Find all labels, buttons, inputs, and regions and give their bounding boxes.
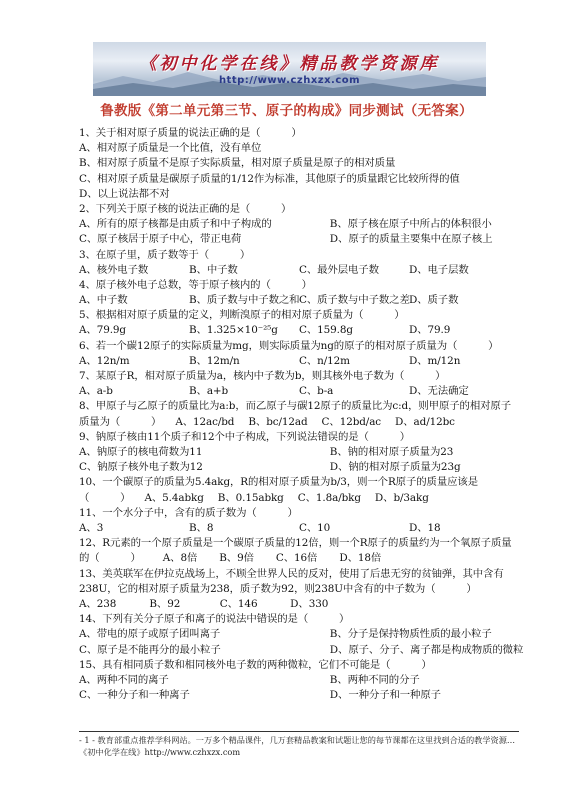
header-banner <box>93 42 486 96</box>
question-stem: 6、若一个碳12原子的实际质量为mg，则实际质量为ng的原子的相对原子质量为（ ） <box>79 339 499 352</box>
answer-option: D、原子、分子、离子都是构成物质的微粒 <box>329 643 524 656</box>
answer-option: A、a-b <box>79 385 113 398</box>
banner-title: 《初中化学在线》精品教学资源库 <box>139 54 440 74</box>
answer-option: D、原子的质量主要集中在原子核上 <box>329 233 493 246</box>
answer-option: A、79.9g <box>79 324 126 337</box>
answer-options <box>79 673 519 688</box>
answer-option: D、b/3akg <box>374 491 429 504</box>
answer-options <box>79 354 519 369</box>
answer-option: B、中子数 <box>189 263 238 276</box>
answer-option: D、以上说法都不对 <box>79 187 170 200</box>
answer-option: B、0.15abkg <box>217 491 284 504</box>
answer-option: A、带电的原子或原子团叫离子 <box>79 628 221 641</box>
answer-option: C、1.8a/bkg <box>297 491 361 504</box>
answer-option: A、8倍 <box>162 552 198 565</box>
answer-option: D、一种分子和一种原子 <box>329 689 441 702</box>
question-stem: 15、具有相同质子数和相同核外电子数的两种微粒，它们不可能是（ ） <box>79 658 432 671</box>
question-stem <box>79 399 519 429</box>
answer-option: B、分子是保持物质性质的最小粒子 <box>329 628 492 641</box>
question-block <box>79 658 519 704</box>
answer-options <box>79 384 519 399</box>
answer-option: A、所有的原子核都是由质子和中子构成的 <box>79 218 272 231</box>
answer-option: C、质子数与中子数之差 <box>299 294 410 307</box>
answer-option: C、钠原子核外电子数为12 <box>79 461 203 474</box>
answer-option: D、无法确定 <box>409 385 469 398</box>
answer-option: B、1.325×10⁻²⁵g <box>189 324 278 337</box>
question-stem: 13、美英联军在伊拉克战场上，不顾全世界人民的反对，使用了后患无穷的贫铀弹，其中含有238U，它的相对原子质量为238，质子数为92，则238U中含有的中子数为（ ） <box>79 567 504 595</box>
question-stem: 9、钠原子核由11个质子和12个中子构成，下列说法错误的是（ ） <box>79 430 410 443</box>
answer-option: B、bc/12ad <box>248 415 308 428</box>
answer-option: C、原子核居于原子中心，带正电荷 <box>79 233 242 246</box>
answer-options <box>79 232 519 247</box>
question-stem <box>79 475 519 505</box>
answer-options <box>79 445 519 460</box>
answer-option: C、n/12m <box>299 354 350 367</box>
answer-option: A、12n/m <box>79 354 130 367</box>
answer-option: C、159.8g <box>299 324 353 337</box>
answer-option: D、ad/12bc <box>395 415 455 428</box>
answer-option: B、92 <box>149 597 181 610</box>
question-block <box>79 475 519 505</box>
answer-option: A、两种不同的离子 <box>79 673 169 686</box>
answer-option: C、16倍 <box>275 552 318 565</box>
question-block <box>79 126 519 202</box>
question-block <box>79 399 519 429</box>
answer-option: A、12ac/bd <box>175 415 235 428</box>
question-stem: 7、某原子R，相对原子质量为a，核内中子数为b，则其核外电子数为（ ） <box>79 370 446 382</box>
document-title: 鲁教版《第二单元第三节、原子的构成》同步测试（无答案） <box>100 103 473 119</box>
question-stem <box>79 536 519 566</box>
question-stem: 1、关于相对原子质量的说法正确的是（ ） <box>79 127 302 139</box>
answer-option: D、质子数 <box>409 294 459 307</box>
answer-option: B、相对原子质量不是原子实际质量，相对原子质量是原子的相对质量 <box>79 157 396 170</box>
answer-options <box>79 597 519 612</box>
question-stem: 2、下列关于原子核的说法正确的是（ ） <box>79 202 292 215</box>
answer-option: B、a+b <box>189 385 229 398</box>
question-stem: 3、在原子里，质子数等于（ ） <box>79 248 251 261</box>
question-block <box>79 612 524 658</box>
question-block <box>79 567 519 613</box>
answer-option: D、电子层数 <box>409 263 469 276</box>
question-stem: 11、一个水分子中，含有的质子数为（ ） <box>79 506 298 519</box>
answer-option: D、钠的相对原子质量为23g <box>329 461 461 474</box>
answer-option: D、330 <box>290 597 329 610</box>
question-block <box>79 536 519 566</box>
answer-option: D、79.9 <box>409 324 451 337</box>
answer-options <box>79 263 519 278</box>
question-list <box>79 126 524 703</box>
answer-option: B、9倍 <box>219 552 254 565</box>
answer-option: C、一种分子和一种离子 <box>79 689 190 702</box>
answer-options <box>79 688 519 703</box>
question-block <box>79 308 519 338</box>
answer-option: A、5.4abkg <box>144 491 204 504</box>
banner-url-link[interactable]: http://www.czhxzx.com <box>218 75 361 86</box>
answer-option: B、原子核在原子中所占的体积很小 <box>329 218 492 231</box>
answer-option: B、12m/n <box>189 354 240 367</box>
answer-option: A、核外电子数 <box>79 263 149 276</box>
answer-option: B、8 <box>189 521 214 534</box>
answer-option: C、12bd/ac <box>321 415 382 428</box>
question-block <box>79 202 519 248</box>
answer-option: B、钠的相对原子质量为23 <box>329 445 454 458</box>
answer-option: C、相对原子质量是碳原子质量的1/12作为标准，其他原子的质量跟它比较所得的值 <box>79 172 460 185</box>
answer-option: C、最外层电子数 <box>299 263 379 276</box>
page-footer: - 1 - 教育部重点推荐学科网站。一万多个精品课件，几万套精品教案和试题让您的每节课都在这里找到合适的教学资源…《初中化学在线》http://www.czhxzx.com <box>79 731 519 758</box>
answer-option: A、相对原子质量是一个比值，没有单位 <box>79 142 262 155</box>
answer-options <box>79 217 519 232</box>
question-stem: 4、原子核外电子总数，等于原子核内的（ ） <box>79 278 312 291</box>
answer-option: B、两种不同的分子 <box>329 673 420 686</box>
answer-option: C、b-a <box>299 385 334 398</box>
answer-option: A、钠原子的核电荷数为11 <box>79 445 203 458</box>
question-text: 12、R元素的一个原子质量是一个碳原子质量的12倍，则一个R原子的质量约为一个氧原子质量的（ ） <box>79 537 512 565</box>
question-block <box>79 430 519 476</box>
answer-option: A、3 <box>79 521 104 534</box>
question-text: 10、一个碳原子的质量为5.4akg，R的相对原子质量为b/3，则一个R原子的质量应该是（ ） <box>79 476 479 504</box>
answer-option: C、原子是不能再分的最小粒子 <box>79 643 221 656</box>
question-stem: 5、根据相对原子质量的定义，判断溴原子的相对原子质量为（ ） <box>79 309 405 322</box>
answer-options <box>79 521 519 536</box>
answer-option: A、238 <box>79 597 117 610</box>
question-block <box>79 339 519 369</box>
question-stem: 14、下列有关分子原子和离子的说法中错误的是（ ） <box>79 613 350 626</box>
answer-options <box>79 643 524 658</box>
question-text: 8、甲原子与乙原子的质量比为a:b，而乙原子与碳12原子的质量比为c:d，则甲原子的相对原子质量为（ ） <box>79 400 512 428</box>
answer-option: D、18 <box>409 521 441 534</box>
answer-option: C、10 <box>299 521 331 534</box>
answer-option: C、146 <box>219 597 258 610</box>
answer-option: A、中子数 <box>79 294 128 307</box>
answer-option: D、18倍 <box>339 552 382 565</box>
question-block <box>79 369 519 399</box>
answer-options <box>79 627 519 642</box>
answer-options <box>79 460 519 475</box>
question-block <box>79 506 519 536</box>
answer-options <box>79 323 519 338</box>
question-block <box>79 248 519 278</box>
answer-options <box>79 293 519 308</box>
question-block <box>79 278 519 308</box>
answer-option: B、质子数与中子数之和 <box>189 294 300 307</box>
answer-option: D、m/12n <box>409 354 461 367</box>
